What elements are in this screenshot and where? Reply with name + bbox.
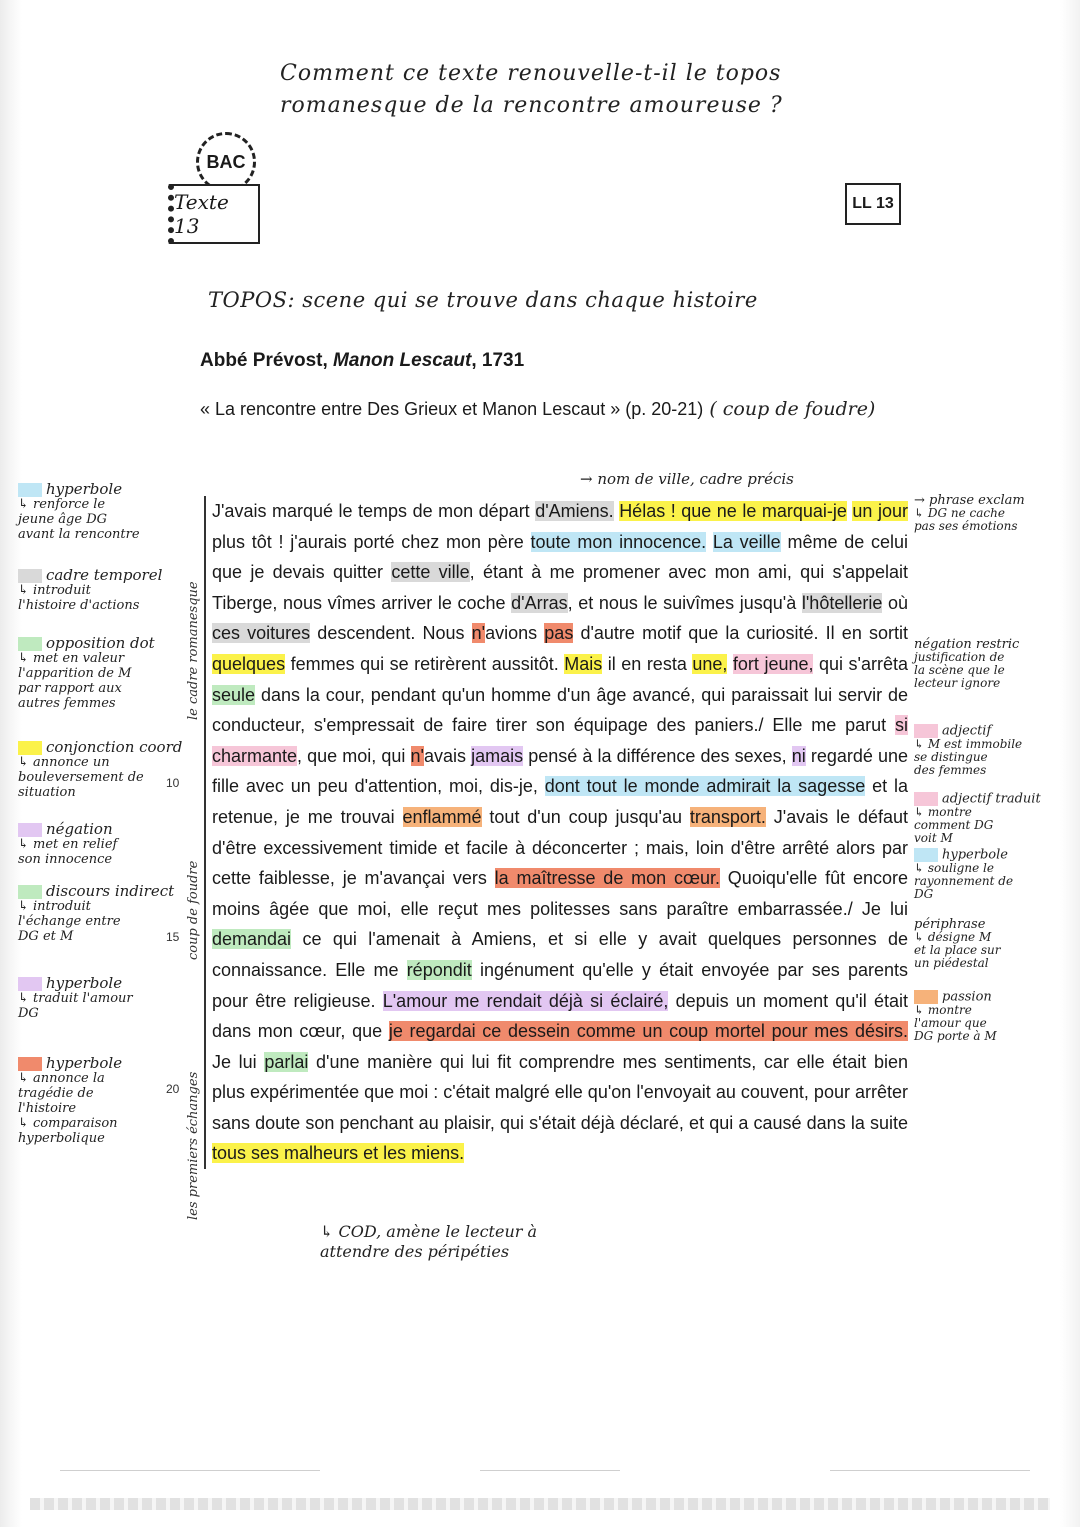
annotation-title-text: → phrase exclam <box>914 493 1025 508</box>
sheet-protector-edge <box>30 1498 1050 1510</box>
topos-note: TOPOS: scene qui se trouve dans chaque histoire <box>208 288 758 312</box>
annotation-line: ↳ M est immobile <box>914 737 1023 751</box>
annotation-line: l'histoire <box>18 1101 77 1116</box>
right-annotation <box>914 792 1064 845</box>
annotation-line: ↳ introduit <box>18 583 91 598</box>
highlighted-text: parlai <box>264 1051 309 1072</box>
texte-label: Texte 13 <box>168 184 260 244</box>
extract-title-line <box>200 398 875 420</box>
annotation-title-text: adjectif <box>942 723 992 739</box>
color-key-swatch <box>18 483 42 497</box>
annotation-title <box>18 822 190 837</box>
text-segment: Quoiqu'elle fût encore moins âgée que moi, elle reçut mes politesses sans paraître embarrassée./ Je lui <box>212 868 908 919</box>
highlighted-text: ni <box>791 745 806 766</box>
annotation-line: ↳ introduit <box>18 899 91 914</box>
color-key-swatch <box>18 1057 42 1071</box>
color-key-swatch <box>914 990 938 1004</box>
annotation-title-text: conjonction coord <box>46 738 183 756</box>
annotation-title <box>914 990 1064 1004</box>
annotation-line: lecteur ignore <box>914 676 1001 690</box>
color-key-swatch <box>914 848 938 862</box>
question-line-2: romanesque de la rencontre amoureuse ? <box>280 93 783 118</box>
margin-label-echanges: les premiers échanges <box>186 1071 201 1220</box>
author: Abbé Prévost, <box>200 350 334 371</box>
annotation-line: jeune âge DG <box>18 512 108 527</box>
highlighted-text: d'Arras <box>511 592 568 613</box>
annotation-line: ↳ souligne le <box>914 861 994 875</box>
left-annotation <box>18 482 190 542</box>
right-annotation <box>914 724 1064 777</box>
annotation-title-text: hyperbole <box>942 847 1008 863</box>
color-key-swatch <box>18 885 42 899</box>
text-segment: avais <box>423 745 472 766</box>
annotation-title-text: négation restric <box>914 637 1020 652</box>
annotation-title-text: passion <box>942 989 992 1005</box>
left-annotation <box>18 1056 190 1146</box>
highlighted-text: transport. <box>689 806 766 827</box>
annotation-line: comment DG <box>914 818 994 832</box>
highlighted-text: ces voitures <box>212 623 311 644</box>
left-annotation <box>18 740 190 800</box>
annotation-line: autres femmes <box>18 696 116 711</box>
annotation-line: tragédie de <box>18 1086 94 1101</box>
annotation-title-text: périphrase <box>914 917 986 932</box>
right-annotation <box>914 494 1064 533</box>
text-segment: et la retenue, je me trouvai <box>212 776 908 827</box>
text-segment: il en resta <box>602 653 693 674</box>
annotation-line: ↳ traduit l'amour <box>18 991 133 1006</box>
right-annotation <box>914 638 1064 690</box>
highlighted-text: dont tout le monde admirait la sagesse <box>544 776 866 797</box>
highlighted-text: une, <box>692 653 728 674</box>
annotation-title-text: hyperbole <box>46 974 123 992</box>
annotation-line: DG <box>18 1006 39 1021</box>
text-segment: regardé une fille avec un peu d'attention, moi, dis-je, <box>212 745 909 797</box>
divider <box>830 1470 1030 1471</box>
annotation-title <box>914 848 1064 862</box>
text-segment: dans la cour, pendant qu'un homme d'un âge avancé, qui paraissait lui servir de conducteur, s'empressait de faire tirer son équipage des paniers./ Elle me parut <box>212 684 908 736</box>
annotation-line: son innocence <box>18 852 113 867</box>
annotation-title-text: discours indirect <box>46 882 175 900</box>
color-key-swatch <box>18 637 42 651</box>
highlighted-text: fort jeune, <box>732 653 814 674</box>
highlighted-text: quelques <box>212 653 286 674</box>
question-line-1: Comment ce texte renouvelle-t-il le topos <box>280 61 782 86</box>
after-note-line-1: ↳ COD, amène le lecteur à <box>320 1222 538 1241</box>
annotation-title <box>914 724 1064 738</box>
annotation-line: DG <box>914 887 934 901</box>
main-text <box>204 496 908 1169</box>
divider <box>60 1470 320 1471</box>
annotation-line: ↳ montre <box>914 805 972 819</box>
highlighted-text: pas <box>544 623 574 644</box>
text-segment: avions <box>485 623 545 644</box>
work-title: Manon Lescaut <box>333 350 472 371</box>
annotation-line: ↳ annonce la <box>18 1071 105 1086</box>
left-annotation <box>18 822 190 867</box>
margin-label-cadre: le cadre romanesque <box>186 581 201 720</box>
line-number: 20 <box>166 1082 180 1096</box>
margin-label-coup-de-foudre: coup de foudre <box>186 860 201 960</box>
annotation-line: ↳ met en valeur <box>18 651 125 666</box>
text-segment: , et nous le suivîmes jusqu'à <box>567 592 802 613</box>
annotation-line: pas ses émotions <box>914 519 1018 533</box>
highlighted-text: Mais <box>564 653 603 674</box>
highlighted-text: demandai <box>212 929 292 950</box>
annotation-line: ↳ met en relief <box>18 837 118 852</box>
color-key-swatch <box>914 724 938 738</box>
annotation-title-text: cadre temporel <box>46 566 163 584</box>
annotation-line: justification de <box>914 650 1005 664</box>
ll-label: LL 13 <box>845 183 901 225</box>
highlighted-text: n' <box>410 745 424 766</box>
color-key-swatch <box>914 792 938 806</box>
text-segment: J'avais le défaut d'être excessivement timide et facile à déconcerter ; mais, loin d'être arrêté alors par cette faiblesse, je m'avançai vers <box>212 806 908 889</box>
after-note-line-2: attendre des péripéties <box>320 1242 510 1261</box>
annotation-line: ↳ renforce le <box>18 497 106 512</box>
annotation-line: et la place sur <box>914 943 1001 957</box>
annotation-line: ↳ montre <box>914 1003 972 1017</box>
annotation-title <box>18 884 190 899</box>
color-key-swatch <box>18 569 42 583</box>
highlighted-text: la maîtresse de mon cœur. <box>494 868 720 889</box>
source-line <box>200 350 524 372</box>
bac-stamp: BAC <box>196 132 256 192</box>
year: , 1731 <box>471 350 525 371</box>
text-segment: depuis un moment qu'il était dans mon cœur, que <box>212 990 909 1042</box>
annotation-line: par rapport aux <box>18 681 122 696</box>
annotation-line: avant la rencontre <box>18 527 140 542</box>
right-annotation <box>914 848 1064 901</box>
annotation-line: hyperbolique <box>18 1131 105 1146</box>
color-key-swatch <box>18 823 42 837</box>
highlighted-text: n' <box>471 623 486 644</box>
extract-note: ( coup de foudre) <box>703 398 876 420</box>
text-segment: où <box>882 592 908 613</box>
annotation-line: l'histoire d'actions <box>18 598 140 613</box>
text-segment: ce qui l'amenait à Amiens, et si elle y avait quelques personnes de connaissance. Elle me <box>212 929 908 980</box>
text-segment: d'une manière qui lui fit comprendre mes sentiments, car elle était bien plus expérimentée que moi : c'était malgré elle qu'on l'envoyait au couvent, pour arrêter sans doute son penchant au plaisir, qui s'était déjà déclaré, et qui a causé dans la suite <box>212 1051 908 1133</box>
highlighted-text: Hélas ! que ne le marquai-je <box>619 501 847 521</box>
line-number: 10 <box>166 776 180 790</box>
annotation-line: DG et M <box>18 929 74 944</box>
highlighted-text: répondit <box>406 959 472 980</box>
line-number: 15 <box>166 930 180 944</box>
annotation-line: voit M <box>914 831 953 845</box>
annotation-line: l'amour que <box>914 1016 987 1030</box>
top-right-note: → nom de ville, cadre précis <box>580 470 794 488</box>
annotation-title <box>18 636 190 651</box>
annotation-line: la scène que le <box>914 663 1005 677</box>
highlighted-text: si charmante <box>212 715 908 766</box>
annotation-title-text: opposition dot <box>46 634 155 652</box>
text-segment: pensé à la différence des sexes, <box>523 745 792 766</box>
extract-title: « La rencontre entre Des Grieux et Manon Lescaut » (p. 20-21) <box>200 399 704 419</box>
guiding-question <box>280 58 920 122</box>
highlighted-text: jamais <box>471 745 524 766</box>
annotation-line: rayonnement de <box>914 874 1014 888</box>
annotation-line: un piédestal <box>914 956 989 970</box>
annotation-line: ↳ annonce un <box>18 755 110 770</box>
annotation-line: ↳ comparaison <box>18 1116 118 1131</box>
highlighted-text: d'Amiens. <box>535 501 614 521</box>
text-segment: tout d'un coup jusqu'au <box>481 806 690 827</box>
annotation-title <box>18 976 190 991</box>
annotation-title-text: négation <box>46 820 113 838</box>
annotation-line: DG porte à M <box>914 1029 997 1043</box>
annotation-line: se distingue <box>914 750 988 764</box>
annotation-line: l'apparition de M <box>18 666 132 681</box>
text-segment: descendent. Nous <box>310 623 472 644</box>
annotation-line: ↳ DG ne cache <box>914 506 1005 520</box>
text-segment: J'avais marqué le temps de mon départ <box>212 501 536 521</box>
annotation-title <box>914 792 1064 806</box>
highlighted-text: La veille <box>712 531 781 552</box>
annotation-line: ↳ désigne M <box>914 930 992 944</box>
annotation-title-text: adjectif traduit <box>942 791 1041 807</box>
text-segment: d'autre motif que la curiosité. Il en sortit <box>573 623 908 644</box>
annotation-line: l'échange entre <box>18 914 121 929</box>
annotation-title-text: hyperbole <box>46 1054 123 1072</box>
annotation-title <box>18 740 190 755</box>
annotation-line: des femmes <box>914 763 987 777</box>
highlighted-text: tous ses malheurs et les miens. <box>212 1143 465 1164</box>
text-segment <box>706 532 713 552</box>
text-segment: , étant à me promener avec mon ami, qui s'appelait Tiberge, nous vîmes arriver le coche <box>212 562 908 613</box>
color-key-swatch <box>18 741 42 755</box>
highlighted-text: enflammé <box>402 806 482 827</box>
right-annotation <box>914 918 1064 970</box>
highlighted-text: L'amour me rendait déjà si éclairé, <box>382 990 669 1011</box>
annotation-line: bouleversement de <box>18 770 144 785</box>
highlighted-text: un jour <box>852 501 908 521</box>
highlighted-text: toute mon innocence. <box>530 531 707 552</box>
color-key-swatch <box>18 977 42 991</box>
text-segment: femmes qui se retirèrent aussitôt. <box>285 653 565 674</box>
annotation-line: situation <box>18 785 76 800</box>
annotation-title <box>18 1056 190 1071</box>
right-annotation <box>914 990 1064 1043</box>
text-segment: plus tôt ! j'aurais porté chez mon père <box>212 531 531 552</box>
bac-badge <box>168 132 268 250</box>
text-segment: même de celui que je devais quitter <box>212 531 908 583</box>
left-annotation <box>18 976 190 1021</box>
highlighted-text: l'hôtellerie <box>801 592 883 613</box>
annotation-title <box>18 568 190 583</box>
left-annotation <box>18 568 190 613</box>
after-text-note <box>320 1222 537 1262</box>
text-segment: ingénument qu'elle y était envoyée par ses parents pour être religieuse. <box>212 959 908 1011</box>
text-segment: Je lui <box>212 1051 265 1072</box>
left-annotation <box>18 636 190 711</box>
left-annotation <box>18 884 190 944</box>
divider <box>480 1470 620 1471</box>
highlighted-text: seule <box>212 684 256 705</box>
text-segment: qui s'arrêta <box>813 653 908 674</box>
annotation-title <box>18 482 190 497</box>
text-segment: , que moi, qui <box>297 745 411 766</box>
annotation-title-text: hyperbole <box>46 480 123 498</box>
highlighted-text: cette ville <box>391 562 470 583</box>
highlighted-text: je regardai ce dessein comme un coup mortel pour mes désirs. <box>388 1021 909 1042</box>
